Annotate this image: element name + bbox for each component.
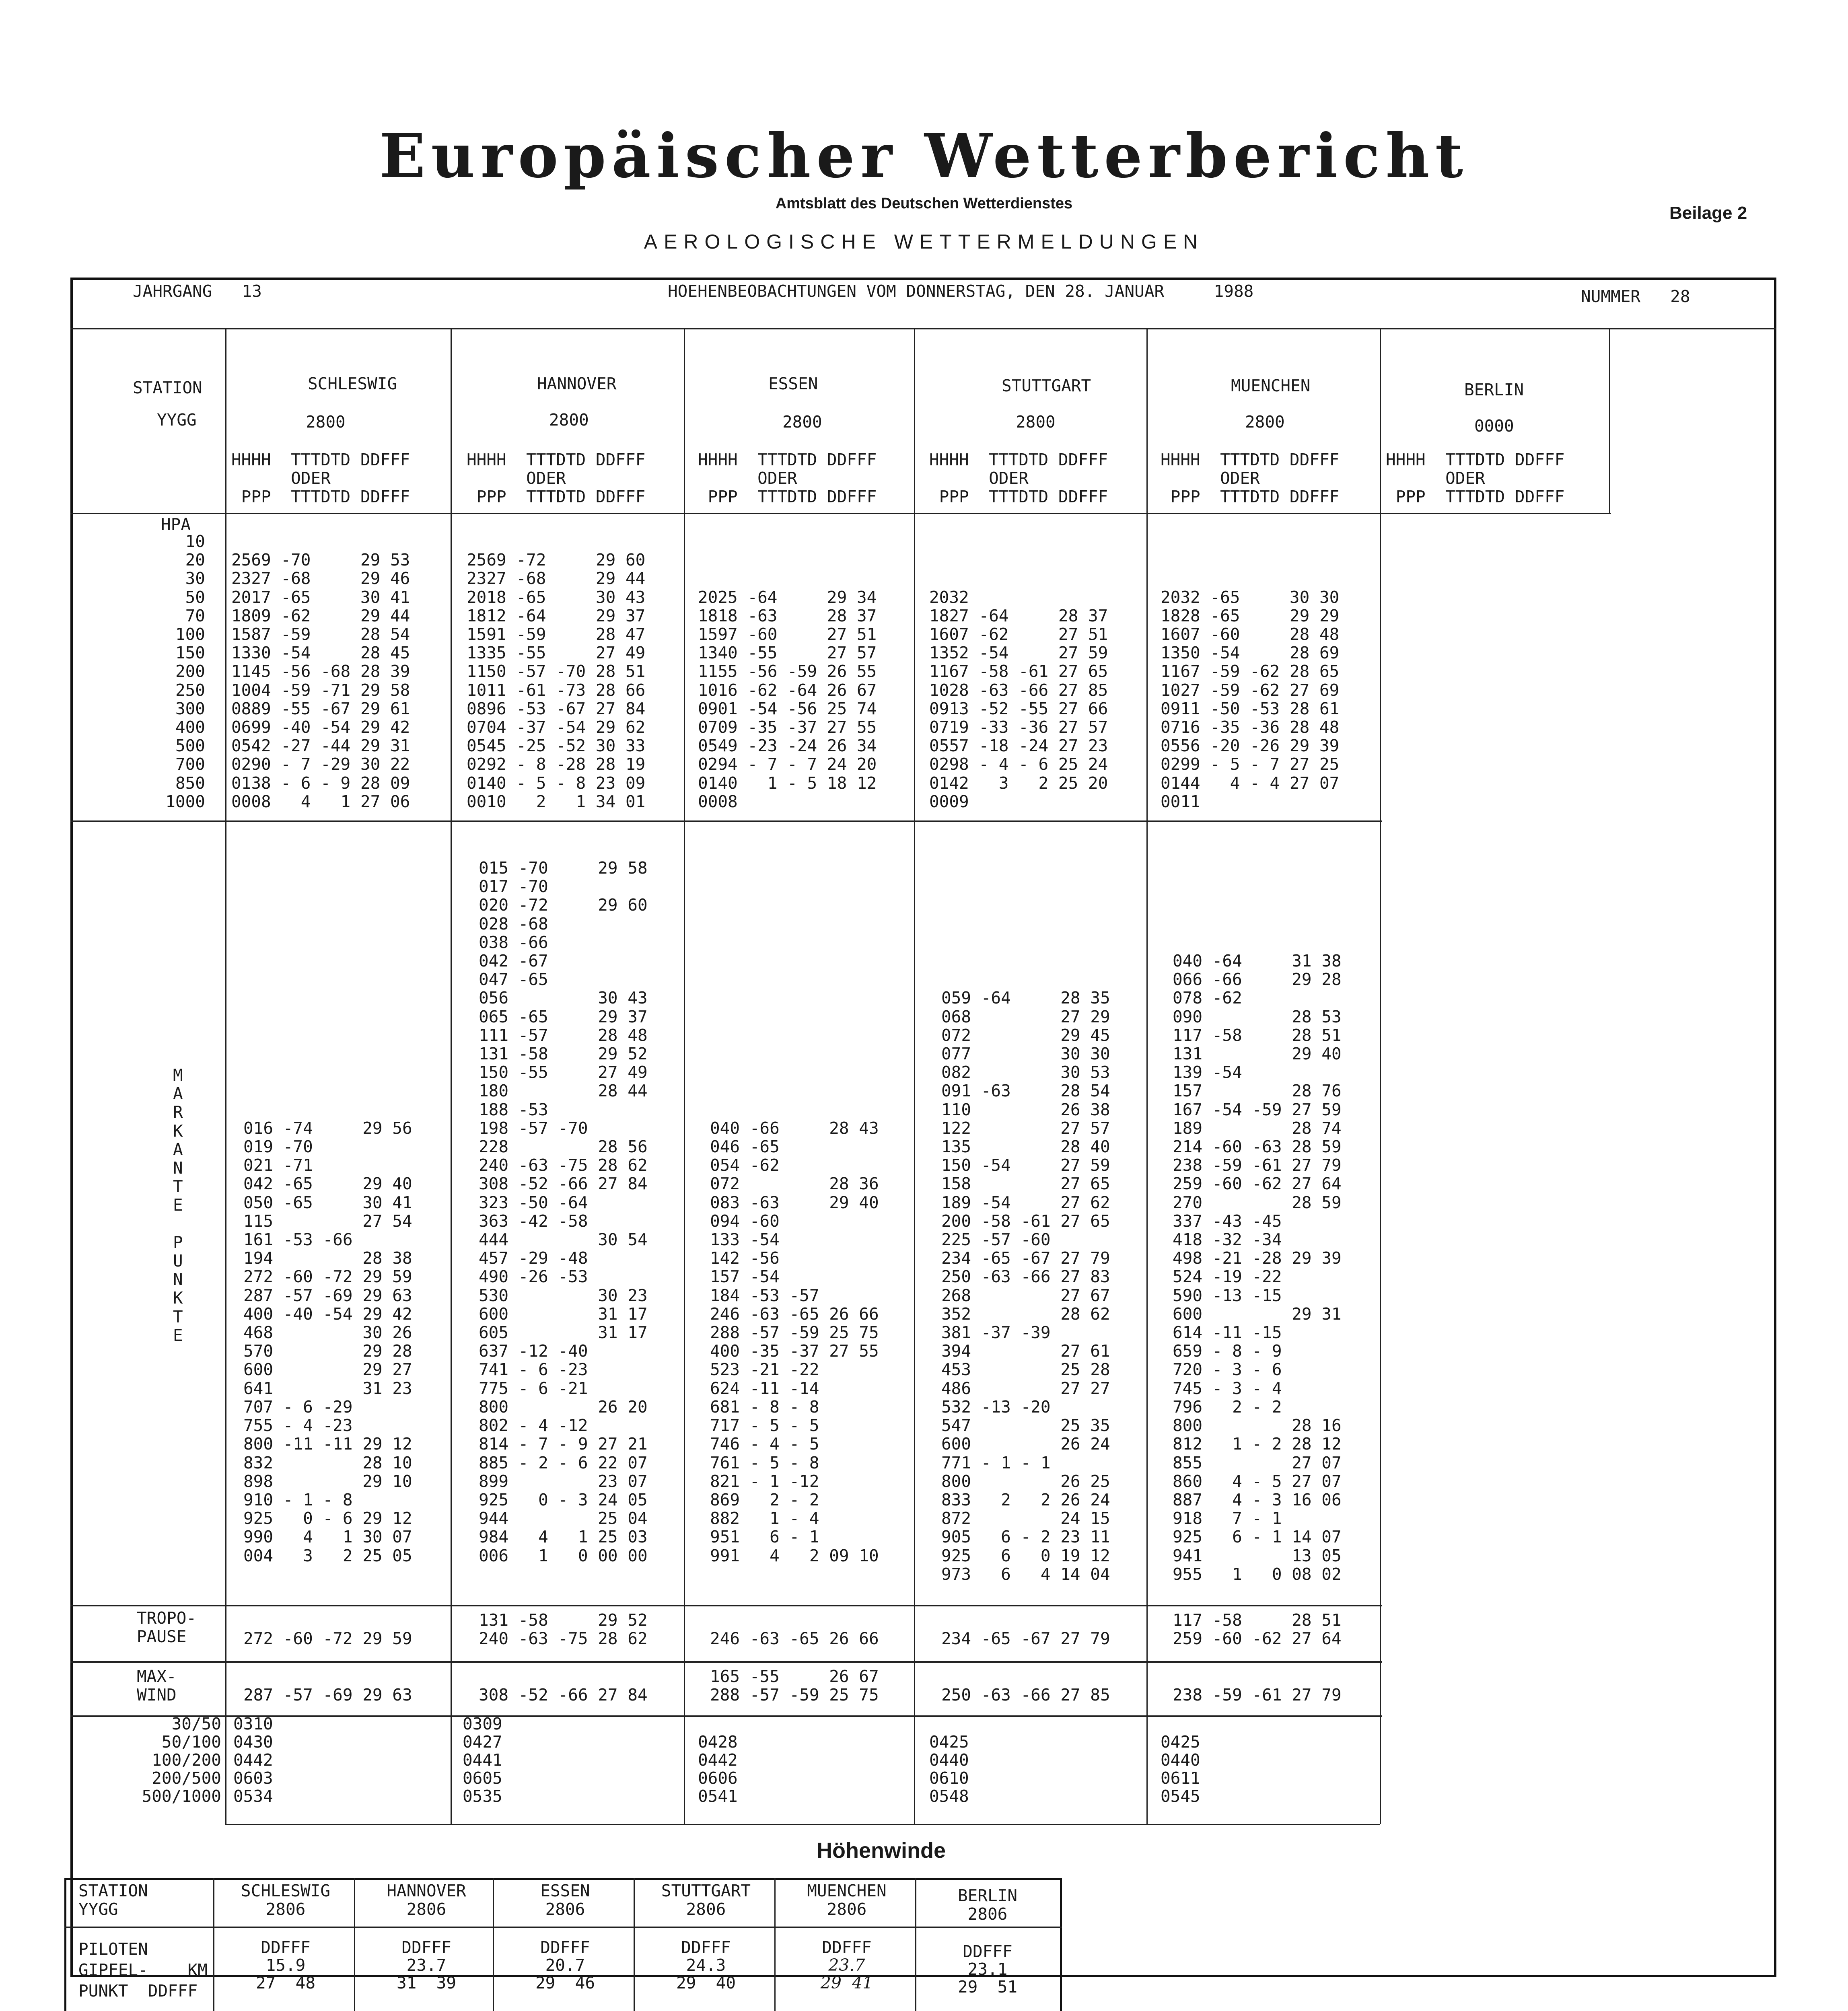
station-name-stuttgart: STUTTGART <box>1002 376 1091 395</box>
station-yygg-berlin: 0000 <box>1474 416 1514 436</box>
std-levels-hannover: 2569 -72 29 60 2327 -68 29 44 2018 -65 30 43 1812 -64 29 37 1591 -59 28 47 1335 -55 27 49 1150 -57 -70 28 51 1011 -61 -73 28 66 0896 -53 -67 27 84 0704 -37 -54 29 62 0545 -25 -52 30 33 0292 - 8 -28 28 19 0140 - 5 - 8 23 09 0010 2 1 34 01 <box>467 550 646 811</box>
station-label: STATION <box>133 378 202 397</box>
upper-name-schleswig: SCHLESWIG 2806 <box>241 1881 331 1919</box>
upper-name-stuttgart: STUTTGART 2806 <box>661 1881 751 1919</box>
observation-date: HOEHENBEOBACHTUNGEN VOM DONNERSTAG, DEN 28. JANUAR 1988 <box>668 282 1254 301</box>
upper-name-hannover: HANNOVER 2806 <box>387 1881 466 1919</box>
sig-points-essen: 040 -66 28 43 046 -65 054 -62 072 28 36 083 -63 29 40 094 -60 133 -54 142 -56 157 -54 184 -53 -57 246 -63 -65 26 66 288 -57 -59 25 75 400 -35 -37 27 55 523 -21 -22 624 -11 -14 681 - 8 - 8 717 - 5 - 5 746 - 4 - 5 761 - 5 - 8 821 - 1 -12 869 2 - 2 882 1 - 4 951 6 - 1 991 4 2 09 10 <box>710 1118 879 1565</box>
hpa-label: HPA <box>161 515 191 534</box>
jahrgang-label: JAHRGANG 13 <box>133 282 262 301</box>
std-levels-muenchen: 2032 -65 30 30 1828 -65 29 29 1607 -60 28 48 1350 -54 28 69 1167 -59 -62 28 65 1027 -59 -62 27 69 0911 -50 -53 28 61 0716 -35 -36 28 48 0556 -20 -26 29 39 0299 - 5 - 7 27 25 0144 4 - 4 27 07 0011 <box>1161 587 1340 811</box>
std-levels-essen: 2025 -64 29 34 1818 -63 28 37 1597 -60 27 51 1340 -55 27 57 1155 -56 -59 26 55 1016 -62 -64 26 67 0901 -54 -56 25 74 0709 -35 -37 27 55 0549 -23 -24 26 34 0294 - 7 - 7 24 20 0140 1 - 5 18 12 0008 <box>698 587 877 811</box>
shear-muenchen: 0425 0440 0611 0545 <box>1161 1732 1200 1806</box>
tropopause-essen: 246 -63 -65 26 66 <box>710 1629 879 1649</box>
publisher-line: Amtsblatt des Deutschen Wetterdienstes <box>775 195 1073 212</box>
upper-winds-title: Höhenwinde <box>817 1838 946 1863</box>
upper-peak-hannover: DDFFF 23.7 31 39 <box>396 1938 457 1992</box>
station-yygg-hannover: 2800 <box>549 410 589 430</box>
tropopause-muenchen: 117 -58 28 51 259 -60 -62 27 64 <box>1173 1610 1342 1649</box>
upper-name-berlin: BERLIN 2806 <box>957 1886 1018 1924</box>
station-yygg-schleswig: 2800 <box>306 412 346 432</box>
station-yygg-stuttgart: 2800 <box>1016 412 1056 432</box>
upper-peak-essen: DDFFF 20.7 29 46 <box>535 1938 595 1992</box>
max-wind-muenchen: 238 -59 -61 27 79 <box>1173 1685 1342 1705</box>
sig-points-hannover: 015 -70 29 58 017 -70 020 -72 29 60 028 -68 038 -66 042 -67 047 -65 056 30 43 065 -65 29 37 111 -57 28 48 131 -58 29 52 150 -55 27 49 180 28 44 188 -53 198 -57 -70 228 28 56 240 -63 -75 28 62 308 -52 -66 27 84 323 -50 -64 363 -42 -58 444 30 54 457 -29 -48 490 -26 -53 530 30 23 600 31 17 605 31 17 637 -12 -40 741 - 6 -23 775 - 6 -21 800 26 20 802 - 4 -12 814 - 7 - 9 27 21 885 - 2 - 6 22 07 899 23 07 925 0 - 3 24 05 944 25 04 984 4 1 25 03 006 1 0 00 00 <box>479 858 648 1565</box>
tropopause-label: TROPO- PAUSE <box>137 1608 197 1647</box>
shear-essen: 0428 0442 0606 0541 <box>698 1732 738 1806</box>
station-name-hannover: HANNOVER <box>537 374 617 393</box>
station-name-berlin: BERLIN <box>1464 380 1524 399</box>
max-wind-schleswig: 287 -57 -69 29 63 <box>243 1685 412 1705</box>
col-head-hannover: HHHH TTTDTD DDFFF ODER PPP TTTDTD DDFFF <box>467 450 646 506</box>
station-name-schleswig: SCHLESWIG <box>308 374 397 393</box>
sig-points-stuttgart: 059 -64 28 35 068 27 29 072 29 45 077 30 30 082 30 53 091 -63 28 54 110 26 38 122 27 57 135 28 40 150 -54 27 59 158 27 65 189 -54 27 62 200 -58 -61 27 65 225 -57 -60 234 -65 -67 27 79 250 -63 -66 27 83 268 27 67 352 28 62 381 -37 -39 394 27 61 453 25 28 486 27 27 532 -13 -20 547 25 35 600 26 24 771 - 1 - 1 800 26 25 833 2 2 26 24 872 24 15 905 6 - 2 23 11 925 6 0 19 12 973 6 4 14 04 <box>941 988 1110 1584</box>
page-title: Europäischer Wetterbericht <box>379 121 1469 191</box>
tropopause-stuttgart: 234 -65 -67 27 79 <box>941 1629 1110 1649</box>
sig-points-schleswig: 016 -74 29 56 019 -70 021 -71 042 -65 29 40 050 -65 30 41 115 27 54 161 -53 -66 194 28 38 272 -60 -72 29 59 287 -57 -69 29 63 400 -40 -54 29 42 468 30 26 570 29 28 600 29 27 641 31 23 707 - 6 -29 755 - 4 -23 800 -11 -11 29 12 832 28 10 898 29 10 910 - 1 - 8 925 0 - 6 29 12 990 4 1 30 07 004 3 2 25 05 <box>243 1118 412 1565</box>
issue-number: NUMMER 28 <box>1581 287 1690 306</box>
max-wind-essen: 165 -55 26 67 288 -57 -59 25 75 <box>710 1667 879 1705</box>
station-name-muenchen: MUENCHEN <box>1231 376 1311 395</box>
yygg-label: YYGG <box>157 410 197 430</box>
pilot-peak-label: PILOTEN GIPFEL- KM PUNKT DDFFF <box>78 1939 208 2001</box>
tropopause-schleswig: 272 -60 -72 29 59 <box>243 1629 412 1649</box>
max-wind-label: MAX- WIND <box>137 1667 177 1705</box>
upper-peak-muenchen: DDFFF 23.7 29 41 <box>820 1938 873 1992</box>
upper-peak-schleswig: DDFFF 15.9 27 48 <box>255 1938 316 1992</box>
std-levels-stuttgart: 2032 1827 -64 28 37 1607 -62 27 51 1352 -54 27 59 1167 -58 -61 27 65 1028 -63 -66 27 85 0913 -52 -55 27 66 0719 -33 -36 27 57 0557 -18 -24 27 23 0298 - 4 - 6 25 24 0142 3 2 25 20 0009 <box>929 587 1108 811</box>
station-name-essen: ESSEN <box>768 374 818 393</box>
max-wind-hannover: 308 -52 -66 27 84 <box>479 1685 648 1705</box>
wind-shear-labels: 30/50 50/100 100/200 200/500 500/1000 <box>142 1714 221 1806</box>
upper-station-label: STATION YYGG <box>78 1881 148 1919</box>
station-yygg-essen: 2800 <box>782 412 822 432</box>
station-yygg-muenchen: 2800 <box>1245 412 1285 432</box>
upper-name-muenchen: MUENCHEN 2806 <box>807 1881 887 1919</box>
max-wind-stuttgart: 250 -63 -66 27 85 <box>941 1685 1110 1705</box>
upper-peak-berlin: DDFFF 23.1 29 51 <box>957 1942 1018 1997</box>
shear-schleswig: 0310 0430 0442 0603 0534 <box>233 1714 273 1806</box>
col-head-berlin: HHHH TTTDTD DDFFF ODER PPP TTTDTD DDFFF <box>1386 450 1565 506</box>
std-levels-schleswig: 2569 -70 29 53 2327 -68 29 46 2017 -65 30 41 1809 -62 29 44 1587 -59 28 54 1330 -54 28 45 1145 -56 -68 28 39 1004 -59 -71 29 58 0889 -55 -67 29 61 0699 -40 -54 29 42 0542 -27 -44 29 31 0290 - 7 -29 30 22 0138 - 6 - 9 28 09 0008 4 1 27 06 <box>231 550 410 811</box>
upper-peak-stuttgart: DDFFF 24.3 29 40 <box>676 1938 736 1992</box>
shear-hannover: 0309 0427 0441 0605 0535 <box>463 1714 502 1806</box>
tropopause-hannover: 131 -58 29 52 240 -63 -75 28 62 <box>479 1610 648 1649</box>
col-head-schleswig: HHHH TTTDTD DDFFF ODER PPP TTTDTD DDFFF <box>231 450 410 506</box>
col-head-muenchen: HHHH TTTDTD DDFFF ODER PPP TTTDTD DDFFF <box>1161 450 1340 506</box>
col-head-stuttgart: HHHH TTTDTD DDFFF ODER PPP TTTDTD DDFFF <box>929 450 1108 506</box>
section-title: AEROLOGISCHE WETTERMELDUNGEN <box>644 230 1204 253</box>
significant-points-label: M A R K A N T E P U N K T E <box>173 1065 183 1345</box>
hpa-levels: 10 20 30 50 70 100 150 200 250 300 400 500 700 850 1000 <box>165 532 205 811</box>
upper-name-essen: ESSEN 2806 <box>540 1881 590 1919</box>
shear-stuttgart: 0425 0440 0610 0548 <box>929 1732 969 1806</box>
sig-points-muenchen: 040 -64 31 38 066 -66 29 28 078 -62 090 28 53 117 -58 28 51 131 29 40 139 -54 157 28 76 167 -54 -59 27 59 189 28 74 214 -60 -63 28 59 238 -59 -61 27 79 259 -60 -62 27 64 270 28 59 337 -43 -45 418 -32 -34 498 -21 -28 29 39 524 -19 -22 590 -13 -15 600 29 31 614 -11 -15 659 - 8 - 9 720 - 3 - 6 745 - 3 - 4 796 2 - 2 800 28 16 812 1 - 2 28 12 855 27 07 860 4 - 5 27 07 887 4 - 3 16 06 918 7 - 1 925 6 - 1 14 07 941 13 05 955 1 0 08 02 <box>1173 951 1342 1584</box>
supplement-label: Beilage 2 <box>1669 203 1747 223</box>
col-head-essen: HHHH TTTDTD DDFFF ODER PPP TTTDTD DDFFF <box>698 450 877 506</box>
